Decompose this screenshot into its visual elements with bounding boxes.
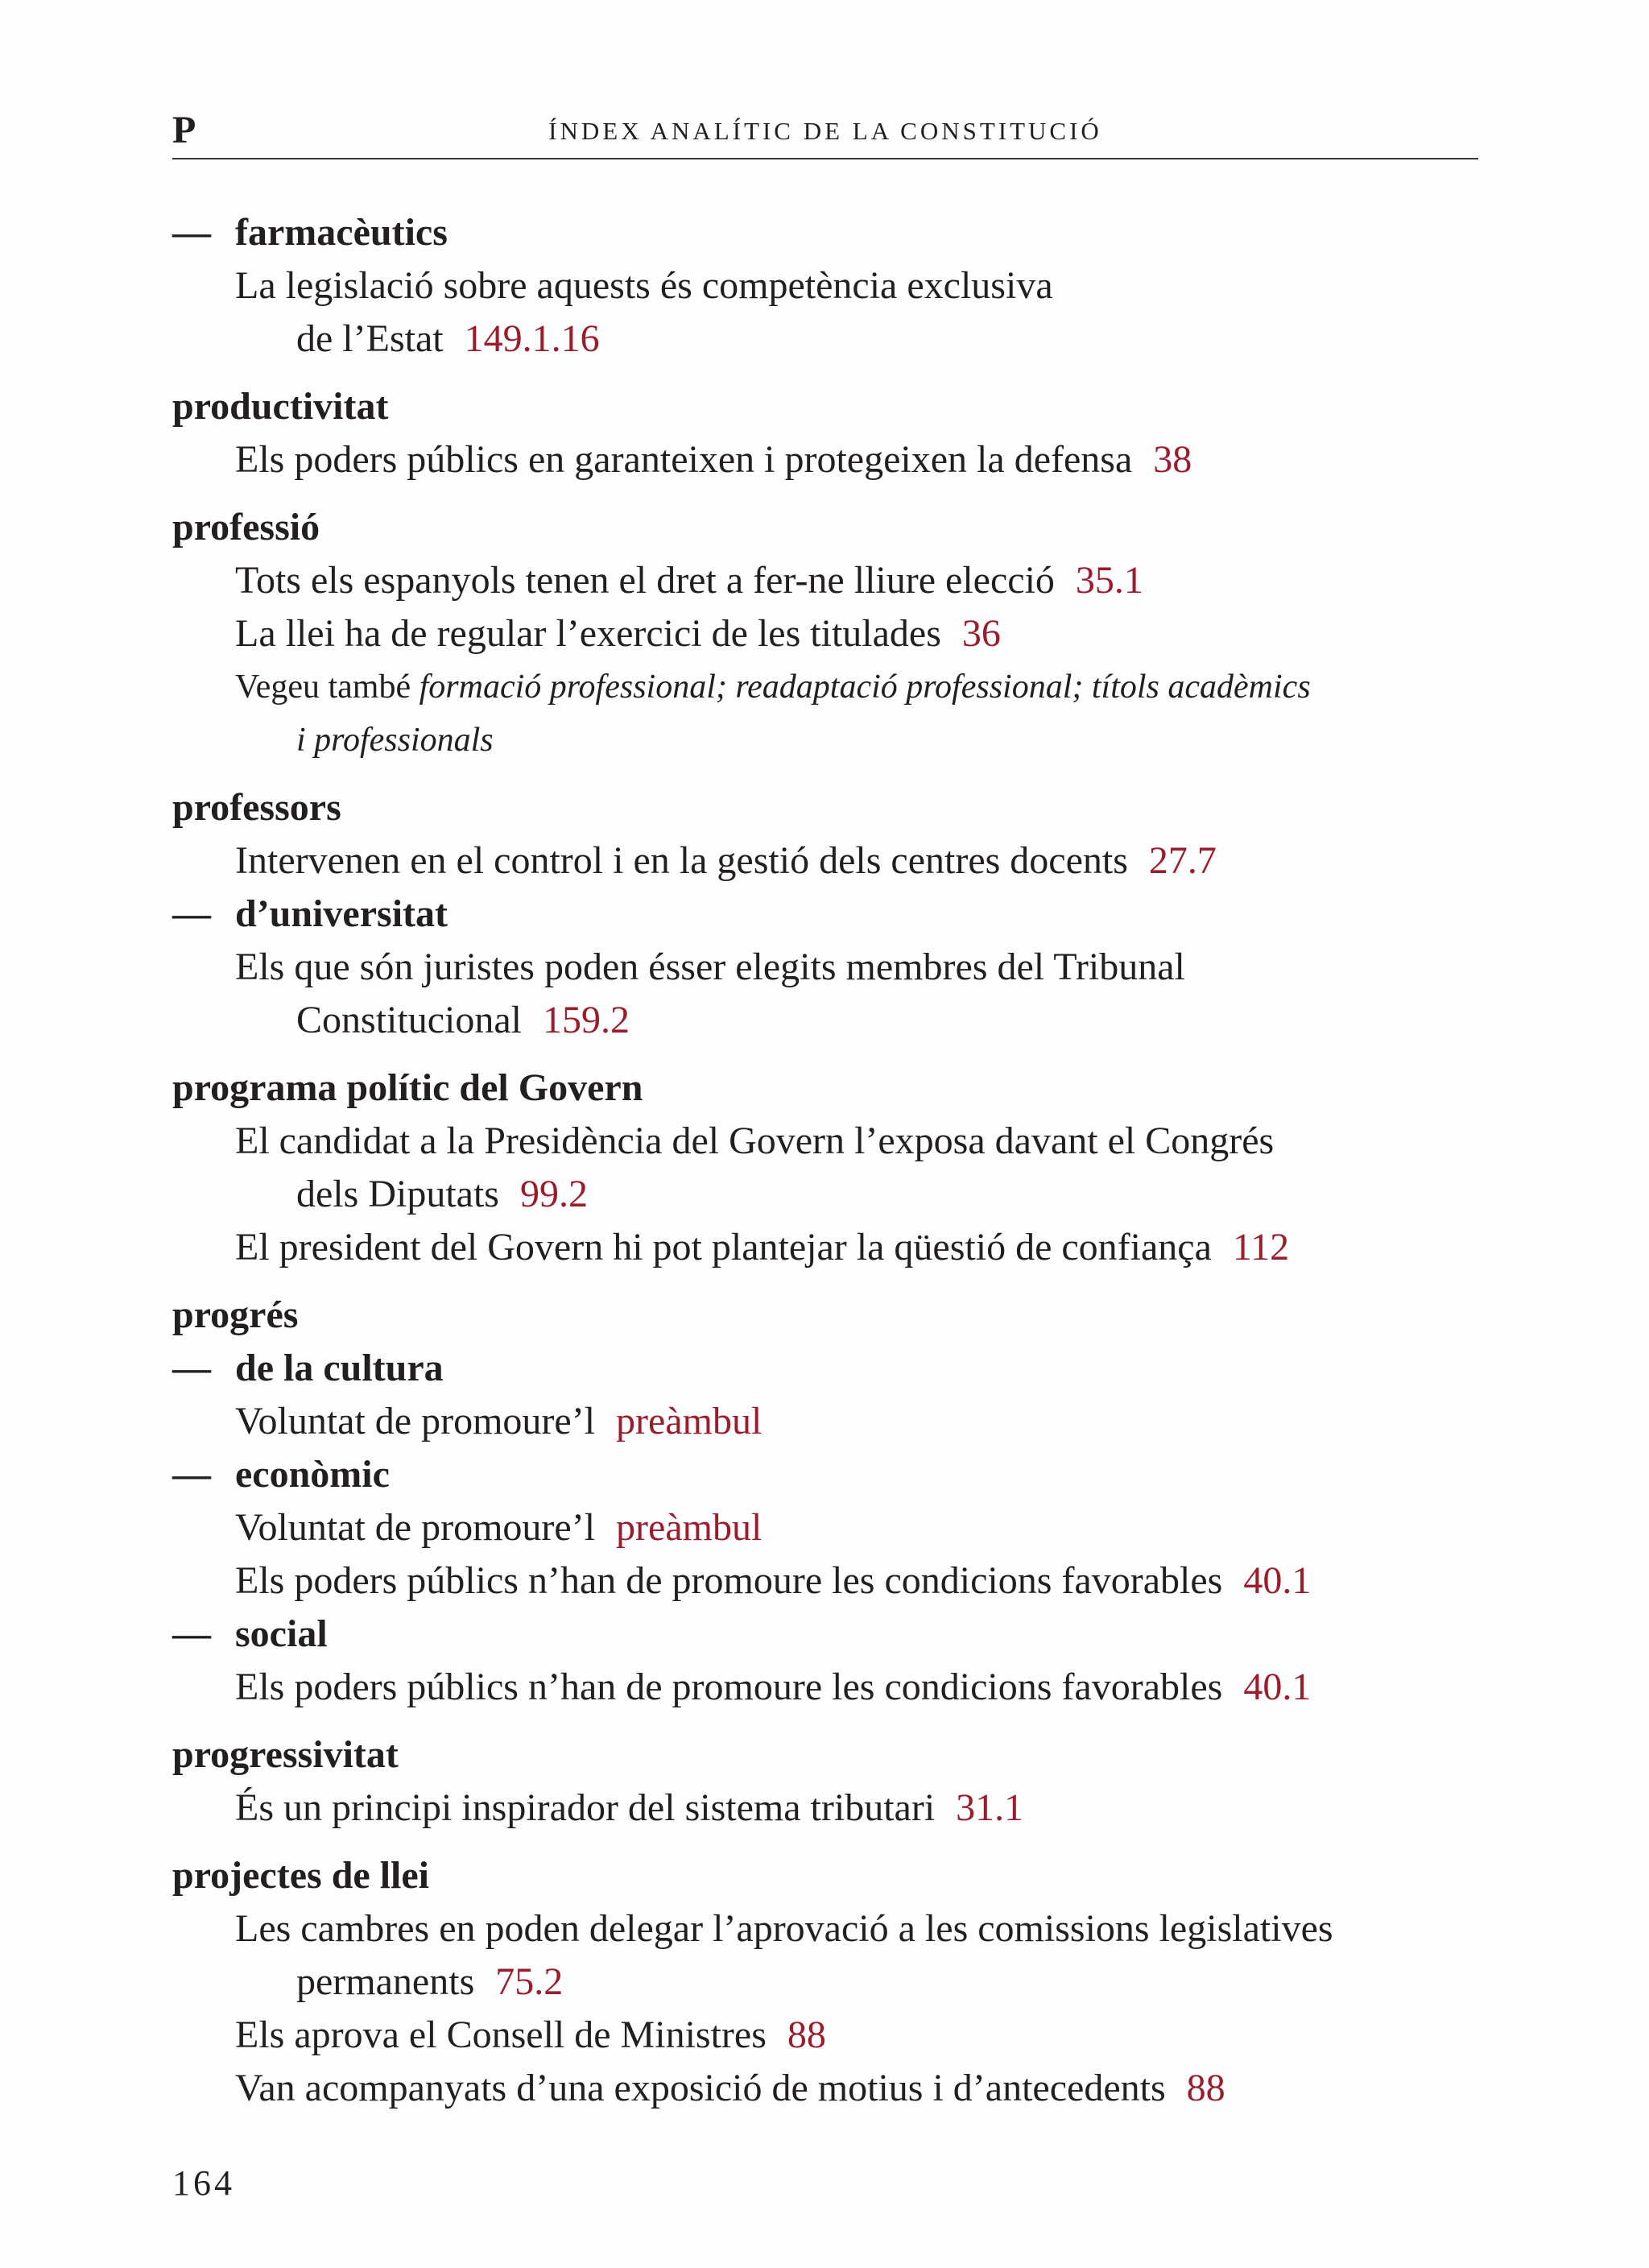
continuation-text: dels Diputats bbox=[296, 1173, 499, 1215]
see-also-label: Vegeu també bbox=[235, 668, 411, 706]
entry-line bbox=[172, 554, 1485, 607]
entry-line bbox=[172, 2062, 1485, 2115]
article-ref[interactable]: 88 bbox=[787, 2013, 826, 2056]
line-continuation bbox=[235, 312, 1485, 366]
index-entry bbox=[172, 1062, 1485, 1274]
line-continuation bbox=[235, 1168, 1485, 1221]
article-ref[interactable]: 40.1 bbox=[1243, 1559, 1312, 1602]
subentry-heading bbox=[172, 1448, 1485, 1501]
line-continuation bbox=[235, 1956, 1485, 2009]
dash: — bbox=[172, 1612, 211, 1655]
entry-line bbox=[172, 1115, 1485, 1221]
entry-line bbox=[172, 1554, 1485, 1608]
entry-line bbox=[172, 1221, 1485, 1274]
dash: — bbox=[172, 1453, 211, 1496]
line-text: Els que són juristes poden ésser elegits membres del Tribunal bbox=[235, 946, 1185, 988]
entry-line bbox=[172, 1501, 1485, 1554]
line-text: El candidat a la Presidència del Govern l’exposa davant el Congrés bbox=[235, 1120, 1275, 1162]
continuation-text: de l’Estat bbox=[296, 317, 444, 360]
entry-term: projectes de llei bbox=[172, 1854, 430, 1897]
entry-term: professió bbox=[172, 506, 320, 548]
entry-line bbox=[172, 1395, 1485, 1448]
line-text: Les cambres en poden delegar l’aprovació a les comissions legislatives bbox=[235, 1907, 1333, 1950]
subentry-heading bbox=[172, 206, 1485, 259]
entry-term: productivitat bbox=[172, 385, 389, 428]
subentry-term: farmacèutics bbox=[235, 211, 448, 254]
line-continuation bbox=[235, 714, 1485, 767]
line-text: Els poders públics en garanteixen i protegeixen la defensa bbox=[235, 438, 1133, 481]
entry-line bbox=[172, 2009, 1485, 2062]
running-header bbox=[172, 105, 1478, 159]
entry-term: progrés bbox=[172, 1293, 299, 1336]
subentry-heading bbox=[172, 888, 1485, 941]
dash: — bbox=[172, 892, 211, 935]
line-text: Els poders públics n’han de promoure les condicions favorables bbox=[235, 1666, 1223, 1708]
article-ref[interactable]: 35.1 bbox=[1075, 559, 1143, 602]
subentry-heading bbox=[172, 1342, 1485, 1395]
line-text: Intervenen en el control i en la gestió dels centres docents bbox=[235, 839, 1128, 882]
entry-line bbox=[172, 834, 1485, 888]
entry-term: progressivitat bbox=[172, 1733, 399, 1776]
dash: — bbox=[172, 1347, 211, 1389]
index-entry bbox=[172, 1728, 1485, 1835]
page-number: 164 bbox=[172, 2163, 235, 2203]
article-ref[interactable]: 88 bbox=[1186, 2067, 1225, 2109]
article-ref[interactable]: 36 bbox=[961, 612, 1001, 655]
continuation-text: Constitucional bbox=[296, 999, 522, 1041]
subentry-heading bbox=[172, 1608, 1485, 1661]
entry-line bbox=[172, 1661, 1485, 1714]
entry-line bbox=[172, 607, 1485, 660]
article-ref[interactable]: 38 bbox=[1153, 438, 1192, 481]
index-entry bbox=[172, 781, 1485, 1047]
running-title: ÍNDEX ANALÍTIC DE LA CONSTITUCIÓ bbox=[548, 117, 1102, 145]
article-ref[interactable]: 149.1.16 bbox=[464, 317, 600, 360]
see-also bbox=[172, 660, 1485, 767]
entry-line bbox=[172, 259, 1485, 366]
article-ref[interactable]: preàmbul bbox=[616, 1400, 763, 1442]
index-entries bbox=[172, 206, 1485, 2129]
line-text: Van acompanyats d’una exposició de motius i d’antecedents bbox=[235, 2067, 1166, 2109]
line-text: Els poders públics n’han de promoure les condicions favorables bbox=[235, 1559, 1223, 1602]
index-entry bbox=[172, 1289, 1485, 1714]
index-entry bbox=[172, 1849, 1485, 2115]
article-ref[interactable]: 27.7 bbox=[1148, 839, 1217, 882]
index-entry bbox=[172, 501, 1485, 767]
article-ref[interactable]: 31.1 bbox=[956, 1786, 1024, 1829]
index-entry bbox=[172, 380, 1485, 486]
line-text: És un principi inspirador del sistema tributari bbox=[235, 1786, 936, 1829]
entry-line bbox=[172, 433, 1485, 486]
index-entry bbox=[172, 206, 1485, 366]
line-text: La legislació sobre aquests és competència exclusiva bbox=[235, 264, 1053, 307]
article-ref[interactable]: 99.2 bbox=[519, 1173, 588, 1215]
subentry-term: social bbox=[235, 1612, 328, 1655]
line-text: El president del Govern hi pot plantejar la qüestió de confiança bbox=[235, 1226, 1212, 1269]
entry-term: programa polític del Govern bbox=[172, 1066, 643, 1109]
article-ref[interactable]: 112 bbox=[1232, 1226, 1290, 1269]
line-text: Voluntat de promoure’l bbox=[235, 1506, 596, 1549]
line-text: Voluntat de promoure’l bbox=[235, 1400, 596, 1442]
subentry-term: d’universitat bbox=[235, 892, 448, 935]
entry-line bbox=[172, 1902, 1485, 2009]
entry-line bbox=[172, 1782, 1485, 1835]
entry-line bbox=[172, 941, 1485, 1047]
article-ref[interactable]: 40.1 bbox=[1243, 1666, 1312, 1708]
subentry-term: de la cultura bbox=[235, 1347, 444, 1389]
article-ref[interactable]: 159.2 bbox=[542, 999, 630, 1041]
continuation-text: permanents bbox=[296, 1960, 475, 2003]
dash: — bbox=[172, 211, 211, 254]
entry-term: professors bbox=[172, 786, 341, 829]
line-text: La llei ha de regular l’exercici de les titulades bbox=[235, 612, 941, 655]
see-also-refs-cont[interactable]: i professionals bbox=[296, 722, 494, 759]
line-text: Els aprova el Consell de Ministres bbox=[235, 2013, 767, 2056]
section-letter: P bbox=[172, 109, 196, 151]
subentry-term: econòmic bbox=[235, 1453, 390, 1496]
line-continuation bbox=[235, 994, 1485, 1047]
article-ref[interactable]: preàmbul bbox=[616, 1506, 763, 1549]
see-also-refs[interactable]: formació professional; readaptació professional; títols acadèmics bbox=[419, 668, 1311, 706]
line-text: Tots els espanyols tenen el dret a fer-ne lliure elecció bbox=[235, 559, 1055, 602]
article-ref[interactable]: 75.2 bbox=[495, 1960, 564, 2003]
